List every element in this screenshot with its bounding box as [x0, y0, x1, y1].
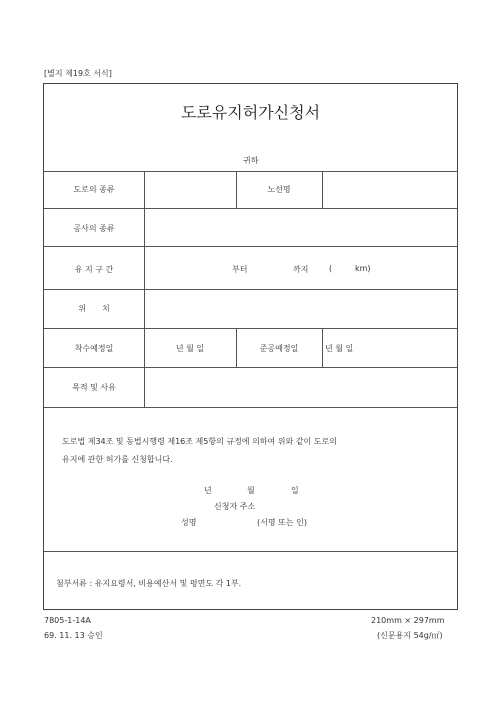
construction-type-field[interactable]: [145, 209, 457, 245]
application-form: [43, 83, 458, 610]
date-day: 일: [291, 486, 299, 495]
completion-date-label: 준공예정일: [259, 344, 299, 353]
approval-date: 69. 11. 13 승인: [44, 631, 103, 640]
road-type-field[interactable]: [145, 172, 235, 207]
km-open: (: [329, 264, 333, 273]
location-label: 위 치: [78, 304, 110, 313]
construction-type-label: 공사의 종류: [73, 224, 115, 233]
statement-line-1: 도로법 제34조 및 동법시행령 제16조 제5항의 규정에 의하여 위와 같이 도로의: [62, 437, 337, 446]
statement-line-2: 유지에 관한 허가를 신청합니다.: [62, 455, 173, 464]
road-type-label: 도로의 종류: [73, 185, 115, 194]
date-year: 년: [204, 486, 212, 495]
paper-type: (신문용지 54g/㎡): [377, 631, 443, 640]
route-name-field[interactable]: [323, 172, 457, 207]
maintenance-section-label: 유 지 구 간: [74, 265, 114, 274]
completion-date-value[interactable]: 년 월 일: [325, 344, 354, 353]
start-date-value[interactable]: 년 월 일: [175, 344, 205, 353]
form-number-note: [별지 제19호 서식]: [44, 69, 112, 78]
applicant-name-label: 성명: [181, 518, 197, 527]
purpose-field[interactable]: [145, 368, 457, 406]
to-label: 까지: [293, 265, 309, 274]
date-month: 월: [247, 486, 255, 495]
applicant-address-label: 신청자 주소: [214, 502, 256, 511]
attachments-note: 첨부서류 : 유지요령서, 비용예산서 및 평면도 각 1부.: [56, 579, 242, 588]
km-label: km): [355, 264, 371, 273]
from-label: 부터: [232, 265, 248, 274]
signature-note: (서명 또는 인): [257, 518, 307, 527]
purpose-label: 목적 및 사유: [72, 383, 116, 392]
addressee-label: 귀하: [243, 156, 259, 165]
start-date-label: 착수예정일: [74, 344, 114, 353]
location-field[interactable]: [145, 290, 457, 327]
form-code: 7805-1-14A: [44, 616, 91, 625]
form-title: 도로유지허가신청서: [180, 103, 321, 122]
route-name-label: 노선명: [267, 185, 291, 194]
paper-size: 210mm × 297mm: [371, 616, 445, 625]
